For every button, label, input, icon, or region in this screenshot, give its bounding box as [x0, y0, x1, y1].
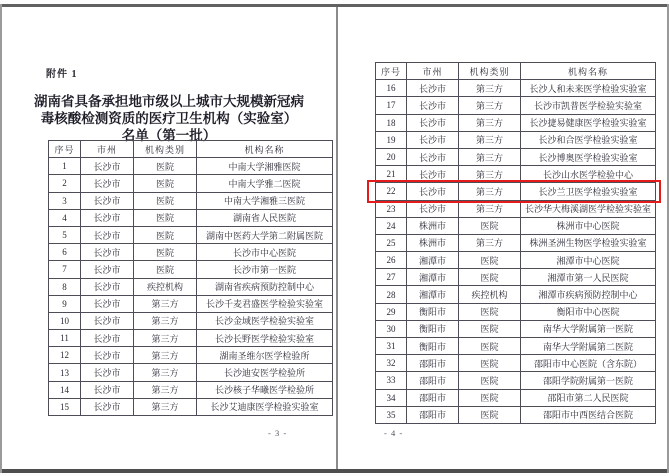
cell-city: 湘潭市 — [407, 286, 459, 303]
cell-index: 8 — [49, 278, 81, 295]
page-number-right: - 4 - — [384, 428, 404, 438]
cell-category: 医院 — [459, 252, 521, 269]
cell-city: 长沙市 — [81, 209, 134, 226]
cell-name: 邵阳市中西医结合医院 — [521, 406, 656, 423]
table-row — [376, 166, 656, 183]
cell-name: 长沙兰卫医学检验实验室 — [521, 183, 656, 200]
cell-city: 株洲市 — [407, 234, 459, 251]
table-row — [376, 303, 656, 320]
cell-category: 第三方 — [459, 97, 521, 114]
cell-name: 长沙艾迪康医学检验实验室 — [197, 398, 333, 415]
table-row — [49, 244, 333, 261]
cell-category: 医院 — [134, 192, 197, 209]
cell-city: 长沙市 — [407, 131, 459, 148]
cell-category: 医院 — [134, 261, 197, 278]
cell-city: 长沙市 — [81, 364, 134, 381]
cell-name: 邵阳市第二人民医院 — [521, 389, 656, 406]
cell-category: 医院 — [134, 175, 197, 192]
institutions-table-left — [48, 140, 333, 416]
table-row — [49, 330, 333, 347]
cell-index: 26 — [376, 252, 407, 269]
cell-index: 35 — [376, 406, 407, 423]
cell-category: 第三方 — [134, 398, 197, 415]
cell-category: 医院 — [459, 269, 521, 286]
cell-name: 湘潭市疾病预防控制中心 — [521, 286, 656, 303]
table-row — [376, 183, 656, 200]
table-header-row — [376, 63, 656, 80]
table-row — [49, 398, 333, 415]
cell-name: 长沙人和未来医学检验实验室 — [521, 80, 656, 97]
cell-index: 28 — [376, 286, 407, 303]
cell-city: 长沙市 — [81, 226, 134, 243]
header-cell-city: 市州 — [407, 63, 459, 80]
header-cell-index: 序号 — [376, 63, 407, 80]
cell-city: 长沙市 — [81, 312, 134, 329]
cell-name: 长沙金域医学检验实验室 — [197, 312, 333, 329]
table-row — [376, 372, 656, 389]
cell-name: 湘潭市中心医院 — [521, 252, 656, 269]
cell-category: 医院 — [459, 406, 521, 423]
table-row — [49, 175, 333, 192]
cell-name: 湖南中医药大学第二附属医院 — [197, 226, 333, 243]
cell-index: 6 — [49, 244, 81, 261]
title-line-2: 毒核酸检测资质的医疗卫生机构（实验室） — [40, 111, 298, 126]
header-cell-category: 机构类别 — [134, 141, 197, 158]
table-row — [49, 381, 333, 398]
cell-name: 株洲市中心医院 — [521, 217, 656, 234]
table-row — [49, 364, 333, 381]
cell-name: 长沙和合医学检验实验室 — [521, 131, 656, 148]
table-header-row — [49, 141, 333, 158]
cell-name: 长沙华大梅溪湖医学检验实验室 — [521, 200, 656, 217]
header-cell-name: 机构名称 — [197, 141, 333, 158]
cell-category: 第三方 — [459, 131, 521, 148]
table-row — [376, 338, 656, 355]
table-row — [49, 209, 333, 226]
cell-category: 第三方 — [134, 330, 197, 347]
cell-name: 长沙捷易健康医学检验实验室 — [521, 114, 656, 131]
page-right — [338, 7, 667, 469]
cell-index: 13 — [49, 364, 81, 381]
header-cell-index: 序号 — [49, 141, 81, 158]
table-row — [376, 200, 656, 217]
cell-category: 医院 — [459, 389, 521, 406]
table-row — [376, 252, 656, 269]
cell-category: 医院 — [459, 355, 521, 372]
cell-category: 医院 — [459, 217, 521, 234]
cell-name: 南华大学附属第二医院 — [521, 338, 656, 355]
cell-city: 长沙市 — [81, 278, 134, 295]
cell-name: 中南大学雅二医院 — [197, 175, 333, 192]
cell-category: 第三方 — [459, 166, 521, 183]
cell-city: 株洲市 — [407, 217, 459, 234]
cell-index: 20 — [376, 148, 407, 165]
cell-index: 18 — [376, 114, 407, 131]
cell-category: 第三方 — [459, 200, 521, 217]
cell-index: 15 — [49, 398, 81, 415]
cell-index: 32 — [376, 355, 407, 372]
cell-category: 疾控机构 — [459, 286, 521, 303]
cell-category: 第三方 — [459, 148, 521, 165]
cell-city: 长沙市 — [81, 381, 134, 398]
cell-index: 23 — [376, 200, 407, 217]
table-row — [376, 406, 656, 423]
cell-name: 衡阳市中心医院 — [521, 303, 656, 320]
cell-name: 长沙市凯普医学检验实验室 — [521, 97, 656, 114]
table-row — [49, 226, 333, 243]
table-row — [49, 261, 333, 278]
table-row — [49, 158, 333, 175]
cell-name: 湖南省疾病预防控制中心 — [197, 278, 333, 295]
cell-city: 邵阳市 — [407, 355, 459, 372]
cell-city: 长沙市 — [407, 200, 459, 217]
table-row — [376, 269, 656, 286]
cell-city: 长沙市 — [81, 175, 134, 192]
table-row — [49, 347, 333, 364]
cell-index: 33 — [376, 372, 407, 389]
cell-index: 29 — [376, 303, 407, 320]
cell-name: 湘潭市第一人民医院 — [521, 269, 656, 286]
cell-index: 30 — [376, 320, 407, 337]
cell-category: 医院 — [134, 226, 197, 243]
cell-category: 第三方 — [134, 295, 197, 312]
cell-city: 湘潭市 — [407, 252, 459, 269]
table-row — [376, 286, 656, 303]
table-row — [376, 355, 656, 372]
cell-index: 3 — [49, 192, 81, 209]
cell-city: 邵阳市 — [407, 389, 459, 406]
page-left — [2, 7, 336, 469]
cell-index: 9 — [49, 295, 81, 312]
cell-index: 24 — [376, 217, 407, 234]
cell-category: 医院 — [459, 320, 521, 337]
cell-index: 16 — [376, 80, 407, 97]
table-row — [49, 312, 333, 329]
cell-category: 医院 — [459, 372, 521, 389]
table-row — [49, 192, 333, 209]
cell-category: 医院 — [134, 209, 197, 226]
cell-city: 长沙市 — [407, 80, 459, 97]
cell-category: 第三方 — [459, 80, 521, 97]
scan-border-bottom — [0, 469, 669, 473]
cell-index: 27 — [376, 269, 407, 286]
table-row — [376, 389, 656, 406]
cell-name: 湖南圣维尔医学检验所 — [197, 347, 333, 364]
cell-name: 长沙长野医学检验实验室 — [197, 330, 333, 347]
cell-city: 长沙市 — [407, 97, 459, 114]
cell-name: 邵阳学院附属第一医院 — [521, 372, 656, 389]
table-row — [376, 217, 656, 234]
cell-category: 第三方 — [459, 183, 521, 200]
cell-name: 长沙核子华曦医学检验所 — [197, 381, 333, 398]
table-row — [376, 320, 656, 337]
cell-index: 2 — [49, 175, 81, 192]
cell-index: 4 — [49, 209, 81, 226]
table-row — [49, 278, 333, 295]
cell-index: 12 — [49, 347, 81, 364]
cell-category: 第三方 — [459, 234, 521, 251]
table-row — [376, 234, 656, 251]
table-row — [376, 131, 656, 148]
cell-index: 34 — [376, 389, 407, 406]
cell-city: 长沙市 — [81, 295, 134, 312]
cell-category: 第三方 — [134, 312, 197, 329]
cell-name: 南华大学附属第一医院 — [521, 320, 656, 337]
cell-name: 长沙市第一医院 — [197, 261, 333, 278]
table-row — [376, 80, 656, 97]
cell-city: 长沙市 — [407, 166, 459, 183]
cell-category: 医院 — [134, 244, 197, 261]
table-row — [376, 97, 656, 114]
cell-name: 长沙千麦君盛医学检验实验室 — [197, 295, 333, 312]
cell-city: 长沙市 — [81, 347, 134, 364]
cell-index: 31 — [376, 338, 407, 355]
cell-city: 邵阳市 — [407, 406, 459, 423]
cell-index: 5 — [49, 226, 81, 243]
cell-index: 1 — [49, 158, 81, 175]
cell-index: 14 — [49, 381, 81, 398]
title-line-3: 名单（第一批） — [121, 128, 217, 143]
cell-index: 25 — [376, 234, 407, 251]
cell-category: 疾控机构 — [134, 278, 197, 295]
cell-category: 第三方 — [134, 381, 197, 398]
cell-category: 第三方 — [459, 114, 521, 131]
cell-name: 中南大学湘雅医院 — [197, 158, 333, 175]
cell-city: 长沙市 — [81, 192, 134, 209]
cell-city: 长沙市 — [81, 158, 134, 175]
cell-name: 邵阳市中心医院（含东院） — [521, 355, 656, 372]
cell-name: 长沙山水医学检验中心 — [521, 166, 656, 183]
institutions-table-right — [375, 62, 656, 424]
attachment-label: 附件 1 — [46, 69, 78, 80]
cell-index: 21 — [376, 166, 407, 183]
cell-name: 长沙博奥医学检验实验室 — [521, 148, 656, 165]
cell-index: 17 — [376, 97, 407, 114]
cell-name: 中南大学湘雅三医院 — [197, 192, 333, 209]
cell-city: 长沙市 — [407, 148, 459, 165]
header-cell-category: 机构类别 — [459, 63, 521, 80]
cell-category: 医院 — [459, 338, 521, 355]
cell-city: 长沙市 — [407, 183, 459, 200]
cell-index: 19 — [376, 131, 407, 148]
cell-index: 7 — [49, 261, 81, 278]
cell-name: 株洲圣洲生物医学检验实验室 — [521, 234, 656, 251]
cell-category: 第三方 — [134, 364, 197, 381]
cell-city: 长沙市 — [81, 244, 134, 261]
cell-city: 长沙市 — [81, 330, 134, 347]
cell-name: 湖南省人民医院 — [197, 209, 333, 226]
document-title — [12, 93, 326, 144]
header-cell-name: 机构名称 — [521, 63, 656, 80]
table-row — [376, 114, 656, 131]
title-line-1: 湖南省具备承担地市级以上城市大规模新冠病 — [34, 94, 304, 109]
cell-index: 11 — [49, 330, 81, 347]
cell-index: 22 — [376, 183, 407, 200]
cell-city: 衡阳市 — [407, 320, 459, 337]
table-row — [49, 295, 333, 312]
cell-index: 10 — [49, 312, 81, 329]
cell-city: 邵阳市 — [407, 372, 459, 389]
cell-city: 衡阳市 — [407, 303, 459, 320]
cell-city: 长沙市 — [81, 398, 134, 415]
cell-name: 长沙迪安医学检验所 — [197, 364, 333, 381]
page-number-left: - 3 - — [268, 428, 288, 438]
cell-category: 医院 — [134, 158, 197, 175]
cell-city: 衡阳市 — [407, 338, 459, 355]
cell-city: 湘潭市 — [407, 269, 459, 286]
table-row — [376, 148, 656, 165]
cell-city: 长沙市 — [407, 114, 459, 131]
cell-category: 第三方 — [134, 347, 197, 364]
cell-name: 长沙市中心医院 — [197, 244, 333, 261]
cell-category: 医院 — [459, 303, 521, 320]
header-cell-city: 市州 — [81, 141, 134, 158]
cell-city: 长沙市 — [81, 261, 134, 278]
